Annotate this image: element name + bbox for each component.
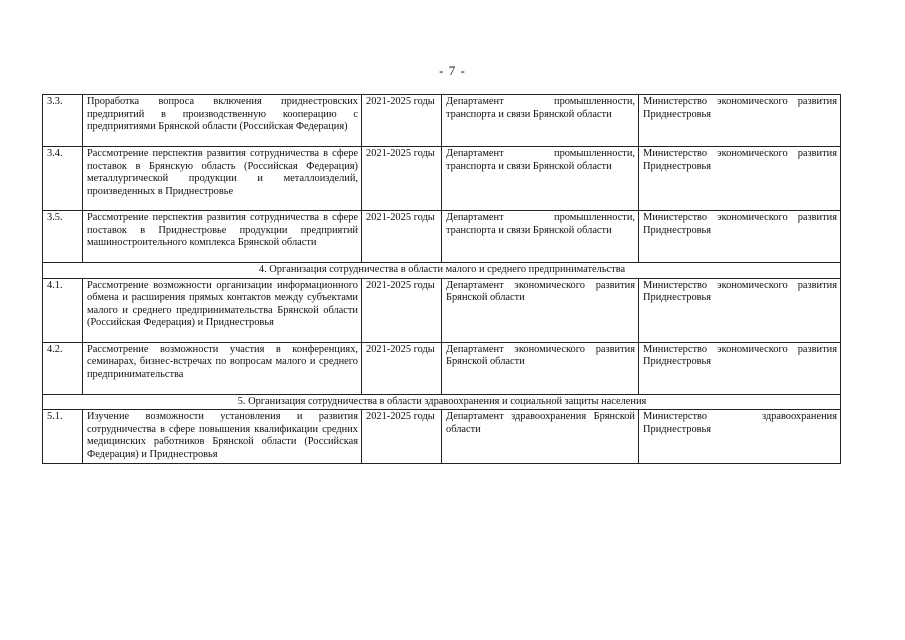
responsible-pmr-cell: Министерство экономического развития Приднестровья: [639, 95, 841, 147]
responsible-bryansk-cell: Департамент промышленности, транспорта и связи Брянской области: [442, 95, 639, 147]
table-row: [43, 95, 841, 147]
period-cell: 2021-2025 годы: [362, 278, 442, 342]
table-row: [43, 278, 841, 342]
table-row: [43, 211, 841, 263]
responsible-bryansk-cell: Департамент экономического развития Брянской области: [442, 342, 639, 394]
item-number: 4.1.: [43, 278, 83, 342]
item-number: 5.1.: [43, 410, 83, 463]
activity-cell: Рассмотрение возможности организации информационного обмена и расширения прямых контактов между субъектами малого и среднего предпринимательства Брянской области (Российская Федерация) и Приднестровья: [83, 278, 362, 342]
activity-cell: Рассмотрение возможности участия в конференциях, семинарах, бизнес-встречах по вопросам малого и среднего предпринимательства: [83, 342, 362, 394]
item-number: 3.5.: [43, 211, 83, 263]
period-cell: 2021-2025 годы: [362, 95, 442, 147]
activity-cell: Рассмотрение перспектив развития сотрудничества в сфере поставок в Приднестровье продукции предприятий машиностроительного комплекса Брянской области: [83, 211, 362, 263]
responsible-pmr-cell: Министерство экономического развития Приднестровья: [639, 278, 841, 342]
period-cell: 2021-2025 годы: [362, 147, 442, 211]
table-row: [43, 410, 841, 463]
section-row: [43, 394, 841, 410]
section-title: 5. Организация сотрудничества в области здравоохранения и социальной защиты населения: [43, 394, 841, 410]
activity-cell: Проработка вопроса включения приднестровских предприятий в производственную кооперацию с предприятиями Брянской области (Российская Федерация): [83, 95, 362, 147]
table-row: [43, 342, 841, 394]
period-cell: 2021-2025 годы: [362, 410, 442, 463]
responsible-bryansk-cell: Департамент экономического развития Брянской области: [442, 278, 639, 342]
period-cell: 2021-2025 годы: [362, 342, 442, 394]
item-number: 3.3.: [43, 95, 83, 147]
responsible-pmr-cell: Министерство экономического развития Приднестровья: [639, 342, 841, 394]
item-number: 4.2.: [43, 342, 83, 394]
period-cell: 2021-2025 годы: [362, 211, 442, 263]
action-plan-table: [42, 94, 841, 464]
activity-cell: Изучение возможности установления и развития сотрудничества в сфере повышения квалификации средних медицинских работников Брянской области (Российская Федерация) и Приднестровья: [83, 410, 362, 463]
responsible-bryansk-cell: Департамент промышленности, транспорта и связи Брянской области: [442, 147, 639, 211]
responsible-pmr-cell: Министерство здравоохранения Приднестровья: [639, 410, 841, 463]
responsible-pmr-cell: Министерство экономического развития Приднестровья: [639, 211, 841, 263]
page-number: - 7 -: [439, 63, 466, 78]
section-title: 4. Организация сотрудничества в области малого и среднего предпринимательства: [43, 263, 841, 279]
responsible-bryansk-cell: Департамент здравоохранения Брянской области: [442, 410, 639, 463]
responsible-bryansk-cell: Департамент промышленности, транспорта и связи Брянской области: [442, 211, 639, 263]
item-number: 3.4.: [43, 147, 83, 211]
table-row: [43, 147, 841, 211]
responsible-pmr-cell: Министерство экономического развития Приднестровья: [639, 147, 841, 211]
section-row: [43, 263, 841, 279]
activity-cell: Рассмотрение перспектив развития сотрудничества в сфере поставок в Брянскую область (Российская Федерация) металлургической продукции и металлоизделий, произведенных в Приднестровье: [83, 147, 362, 211]
